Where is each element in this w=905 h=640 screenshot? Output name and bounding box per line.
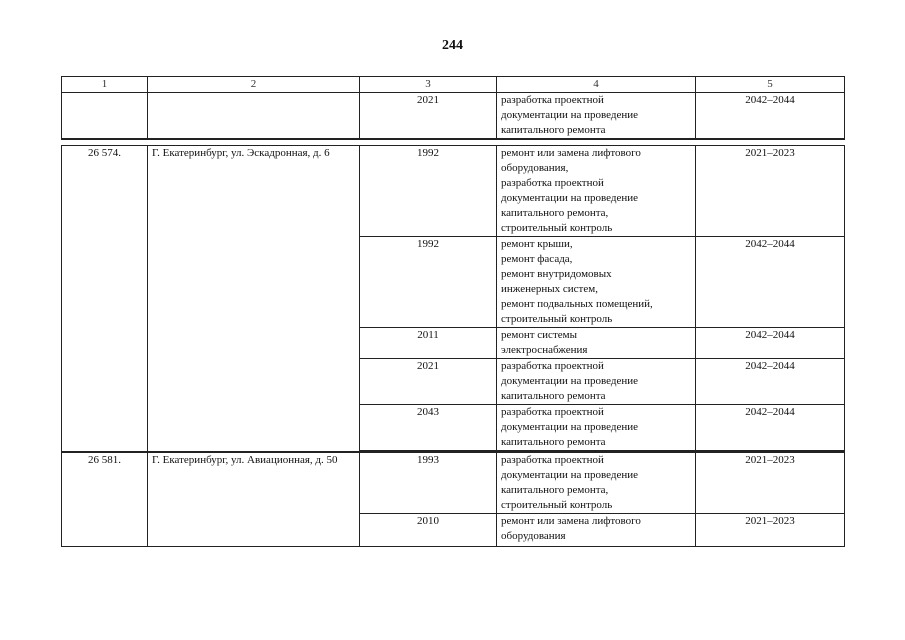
work-cell: ремонт крыши, ремонт фасада, ремонт внутридомовых инженерных систем, ремонт подвальных помещений, строительный контроль (497, 237, 696, 328)
address-cell (148, 93, 360, 140)
table-row (62, 453, 845, 514)
table-entry-26574 (61, 145, 845, 452)
period-cell: 2042–2044 (696, 405, 845, 452)
work-cell: разработка проектной документации на проведение капитального ремонта, строительный контроль (497, 453, 696, 514)
year-cell: 1993 (360, 453, 497, 514)
period-cell: 2042–2044 (696, 359, 845, 405)
period-cell: 2021–2023 (696, 146, 845, 237)
year-cell: 2043 (360, 405, 497, 452)
address-cell: Г. Екатеринбург, ул. Эскадронная, д. 6 (148, 146, 360, 452)
period-cell: 2042–2044 (696, 237, 845, 328)
number-cell (62, 93, 148, 140)
column-header-row (62, 77, 845, 93)
page-number: 244 (442, 38, 463, 53)
work-cell: ремонт системы электроснабжения (497, 328, 696, 359)
work-cell: ремонт или замена лифтового оборудования, разработка проектной документации на проведение капитального ремонта, строительный контроль (497, 146, 696, 237)
column-header-3: 3 (360, 77, 497, 93)
year-cell: 2021 (360, 93, 497, 140)
column-header-1: 1 (62, 77, 148, 93)
year-cell: 1992 (360, 146, 497, 237)
table-entry-26581 (61, 452, 845, 547)
period-cell: 2021–2023 (696, 453, 845, 514)
work-cell: ремонт или замена лифтового оборудования (497, 514, 696, 547)
table-row (62, 146, 845, 237)
table-row (62, 93, 845, 140)
address-cell: Г. Екатеринбург, ул. Авиационная, д. 50 (148, 453, 360, 547)
number-cell: 26 581. (62, 453, 148, 547)
period-cell: 2042–2044 (696, 328, 845, 359)
work-cell: разработка проектной документации на проведение капитального ремонта (497, 359, 696, 405)
year-cell: 2010 (360, 514, 497, 547)
column-header-2: 2 (148, 77, 360, 93)
work-cell: разработка проектной документации на проведение капитального ремонта (497, 93, 696, 140)
year-cell: 2011 (360, 328, 497, 359)
table-continuation (61, 76, 845, 140)
period-cell: 2042–2044 (696, 93, 845, 140)
column-header-4: 4 (497, 77, 696, 93)
number-cell: 26 574. (62, 146, 148, 452)
year-cell: 2021 (360, 359, 497, 405)
year-cell: 1992 (360, 237, 497, 328)
period-cell: 2021–2023 (696, 514, 845, 547)
work-cell: разработка проектной документации на проведение капитального ремонта (497, 405, 696, 452)
column-header-5: 5 (696, 77, 845, 93)
